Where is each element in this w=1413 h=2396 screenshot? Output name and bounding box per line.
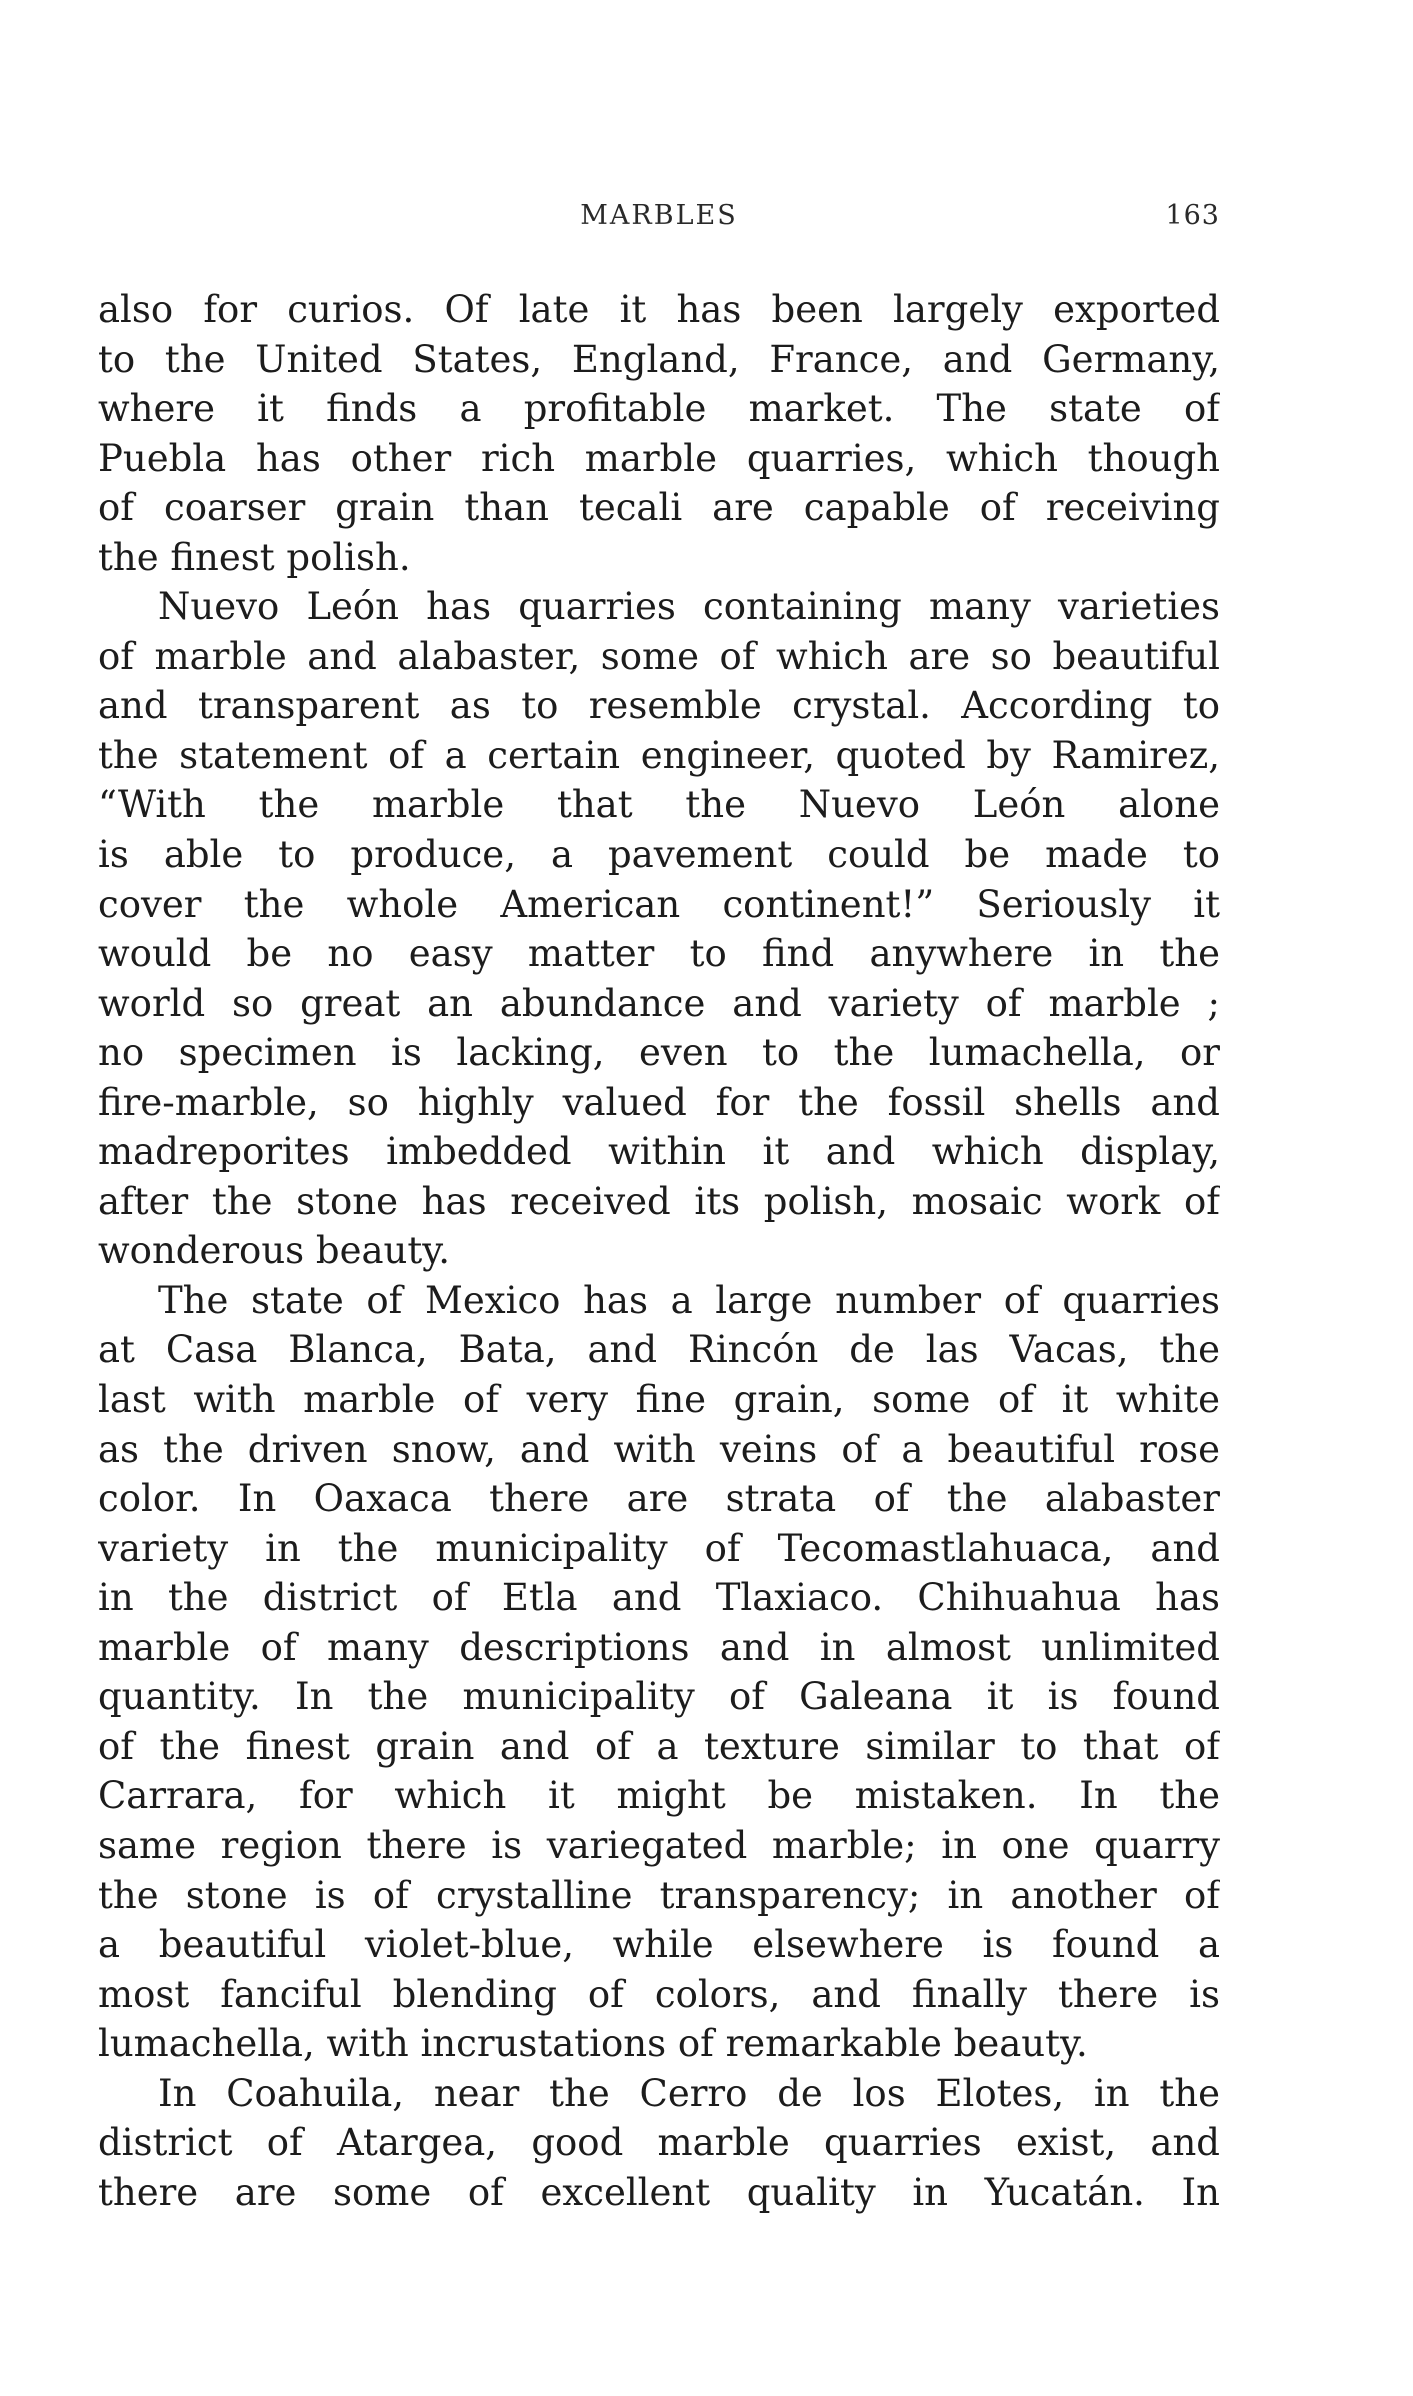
text-line: Puebla has other rich marble quarries, which though <box>98 436 1220 480</box>
text-line: at Casa Blanca, Bata, and Rincón de las Vacas, the <box>98 1328 1220 1372</box>
text-line: the statement of a certain engineer, quoted by Ramirez, <box>98 733 1220 777</box>
text-line: to the United States, England, France, and Germany, <box>98 337 1220 381</box>
text-line: In Coahuila, near the Cerro de los Elotes, in the <box>158 2071 1220 2115</box>
text-line: and transparent as to resemble crystal. According to <box>98 684 1220 728</box>
text-line: after the stone has received its polish, mosaic work of <box>98 1179 1220 1223</box>
text-line: also for curios. Of late it has been largely exported <box>98 288 1220 331</box>
text-line: cover the whole American continent!” Seriously it <box>98 882 1220 926</box>
text-line: world so great an abundance and variety of marble ; <box>98 981 1220 1025</box>
text-line: lumachella, with incrustations of remarkable beauty. <box>98 2022 1088 2066</box>
text-line: of coarser grain than tecali are capable of receiving <box>98 486 1220 530</box>
text-line: wonderous beauty. <box>98 1229 450 1273</box>
text-line: The state of Mexico has a large number of quarries <box>158 1278 1220 1322</box>
text-line: no specimen is lacking, even to the lumachella, or <box>98 1031 1220 1075</box>
text-line: would be no easy matter to find anywhere in the <box>98 932 1220 976</box>
text-line: variety in the municipality of Tecomastlahuaca, and <box>98 1526 1220 1570</box>
text-line: marble of many descriptions and in almost unlimited <box>98 1625 1220 1669</box>
text-line: as the driven snow, and with veins of a beautiful rose <box>98 1427 1220 1471</box>
running-header <box>98 200 1220 240</box>
text-line: where it finds a profitable market. The state of <box>98 387 1220 431</box>
text-line: the finest polish. <box>98 535 411 579</box>
text-line: most fanciful blending of colors, and finally there is <box>98 1972 1220 2016</box>
text-line: there are some of excellent quality in Yucatán. In <box>98 2170 1220 2214</box>
text-line: madreporites imbedded within it and which display, <box>98 1130 1220 1174</box>
body-text <box>98 285 1220 2217</box>
text-line: of the finest grain and of a texture similar to that of <box>98 1724 1220 1768</box>
text-line: Carrara, for which it might be mistaken. In the <box>98 1774 1220 1818</box>
text-line: last with marble of very fine grain, some of it white <box>98 1378 1220 1422</box>
text-line: district of Atargea, good marble quarries exist, and <box>98 2121 1220 2165</box>
text-line: the stone is of crystalline transparency; in another of <box>98 1873 1220 1917</box>
text-line: Nuevo León has quarries containing many varieties <box>158 585 1220 629</box>
running-title: MARBLES <box>580 200 738 231</box>
text-line: “With the marble that the Nuevo León alone <box>98 783 1220 827</box>
text-line: is able to produce, a pavement could be made to <box>98 833 1220 877</box>
text-line: in the district of Etla and Tlaxiaco. Chihuahua has <box>98 1576 1220 1620</box>
text-line: fire-marble, so highly valued for the fossil shells and <box>98 1080 1220 1124</box>
text-line: a beautiful violet-blue, while elsewhere is found a <box>98 1923 1220 1967</box>
text-line: of marble and alabaster, some of which are so beautiful <box>98 634 1220 678</box>
page-number: 163 <box>1165 200 1220 231</box>
text-line: same region there is variegated marble; in one quarry <box>98 1823 1220 1867</box>
text-line: quantity. In the municipality of Galeana it is found <box>98 1675 1220 1719</box>
text-line: color. In Oaxaca there are strata of the alabaster <box>98 1477 1220 1521</box>
